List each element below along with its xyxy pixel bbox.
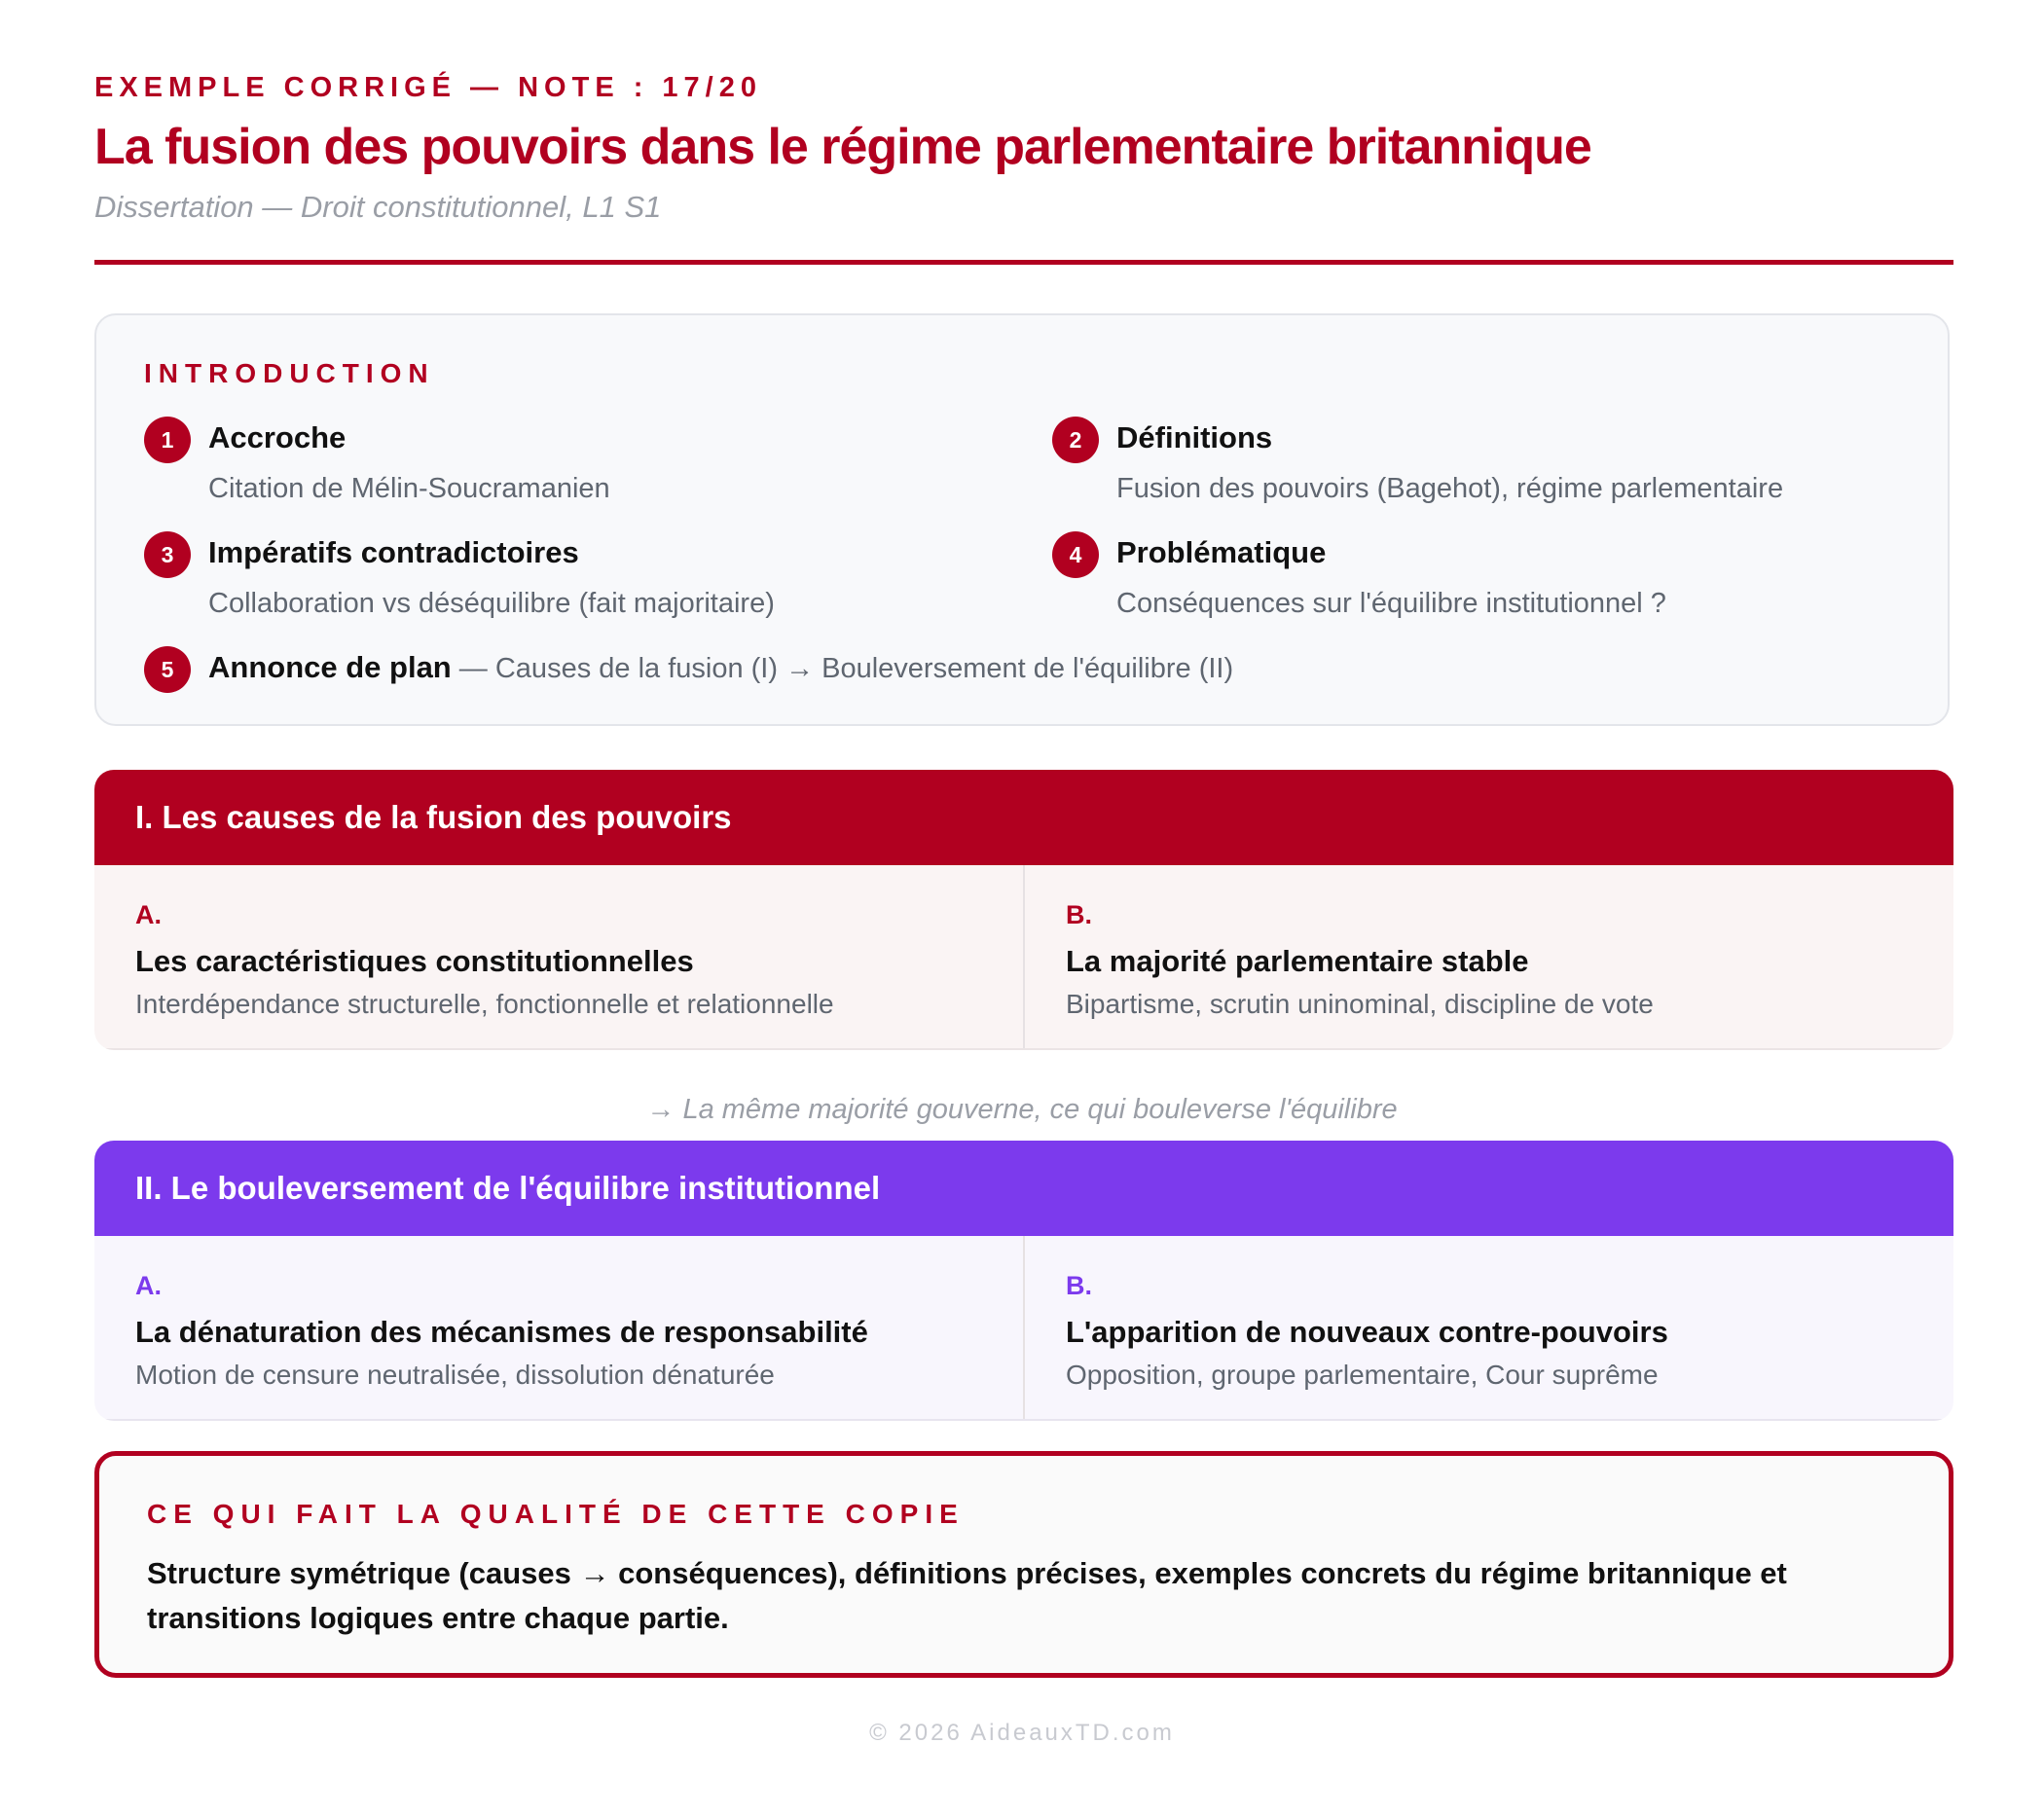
grade-eyebrow: EXEMPLE CORRIGÉ — NOTE : 17/20 <box>94 72 762 103</box>
page-title: La fusion des pouvoirs dans le régime parlementaire britannique <box>94 119 1591 175</box>
subsection-letter: B. <box>1066 1271 1092 1300</box>
step-title: Impératifs contradictoires <box>208 535 579 569</box>
subsection-title: Les caractéristiques constitutionnelles <box>135 944 694 978</box>
subsection-description: Motion de censure neutralisée, dissolution dénaturée <box>135 1360 775 1390</box>
footer-copyright: © 2026 AideauxTD.com <box>869 1720 1175 1746</box>
section-body <box>94 1236 1953 1421</box>
quality-callout <box>94 1451 1953 1678</box>
step-title: Problématique <box>1116 535 1327 569</box>
step-number-badge: 5 <box>144 646 191 693</box>
subsection-title: La dénaturation des mécanismes de responsabilité <box>135 1315 868 1349</box>
step-number-badge: 1 <box>144 417 191 463</box>
step-title: Accroche <box>208 420 347 454</box>
page-subtitle: Dissertation — Droit constitutionnel, L1 S1 <box>94 190 662 224</box>
introduction-card <box>94 313 1950 726</box>
subsection-description: Opposition, groupe parlementaire, Cour suprême <box>1066 1360 1659 1390</box>
header-divider <box>94 260 1953 265</box>
subsection-b <box>1023 865 1953 1048</box>
section-heading: I. Les causes de la fusion des pouvoirs <box>94 770 1953 865</box>
step-description: Conséquences sur l'équilibre institutionnel ? <box>1116 588 1666 619</box>
subsection-letter: B. <box>1066 900 1092 929</box>
header <box>94 72 1953 225</box>
step-title: Annonce de plan <box>208 650 452 684</box>
introduction-label: INTRODUCTION <box>144 358 435 388</box>
transition-note: → La même majorité gouverne, ce qui bouleverse l'équilibre <box>646 1094 1398 1125</box>
step-title: Définitions <box>1116 420 1273 454</box>
step-number-badge: 4 <box>1052 531 1099 578</box>
subsection-a <box>94 865 1023 1048</box>
step-description: Citation de Mélin-Soucramanien <box>208 473 610 504</box>
step-number-badge: 3 <box>144 531 191 578</box>
section-bouleversement <box>94 1141 1953 1421</box>
subsection-description: Interdépendance structurelle, fonctionnelle et relationnelle <box>135 989 834 1019</box>
step-description: — Causes de la fusion (I) → Bouleversement de l'équilibre (II) <box>451 653 1234 684</box>
subsection-title: La majorité parlementaire stable <box>1066 944 1529 978</box>
subsection-letter: A. <box>135 900 162 929</box>
step-description: Fusion des pouvoirs (Bagehot), régime parlementaire <box>1116 473 1784 504</box>
subsection-letter: A. <box>135 1271 162 1300</box>
quality-label: CE QUI FAIT LA QUALITÉ DE CETTE COPIE <box>147 1499 965 1529</box>
section-heading: II. Le bouleversement de l'équilibre institutionnel <box>94 1141 1953 1236</box>
step-inline-text <box>208 650 1233 685</box>
subsection-title: L'apparition de nouveaux contre-pouvoirs <box>1066 1315 1668 1349</box>
step-number-badge: 2 <box>1052 417 1099 463</box>
section-causes <box>94 770 1953 1050</box>
step-description: Collaboration vs déséquilibre (fait majoritaire) <box>208 588 775 619</box>
subsection-description: Bipartisme, scrutin uninominal, discipline de vote <box>1066 989 1654 1019</box>
subsection-b <box>1023 1236 1953 1419</box>
quality-text: Structure symétrique (causes → conséquences), définitions précises, exemples concrets du régime britannique et transitions logiques entre chaque partie. <box>147 1556 1787 1635</box>
subsection-a <box>94 1236 1023 1419</box>
section-body <box>94 865 1953 1050</box>
